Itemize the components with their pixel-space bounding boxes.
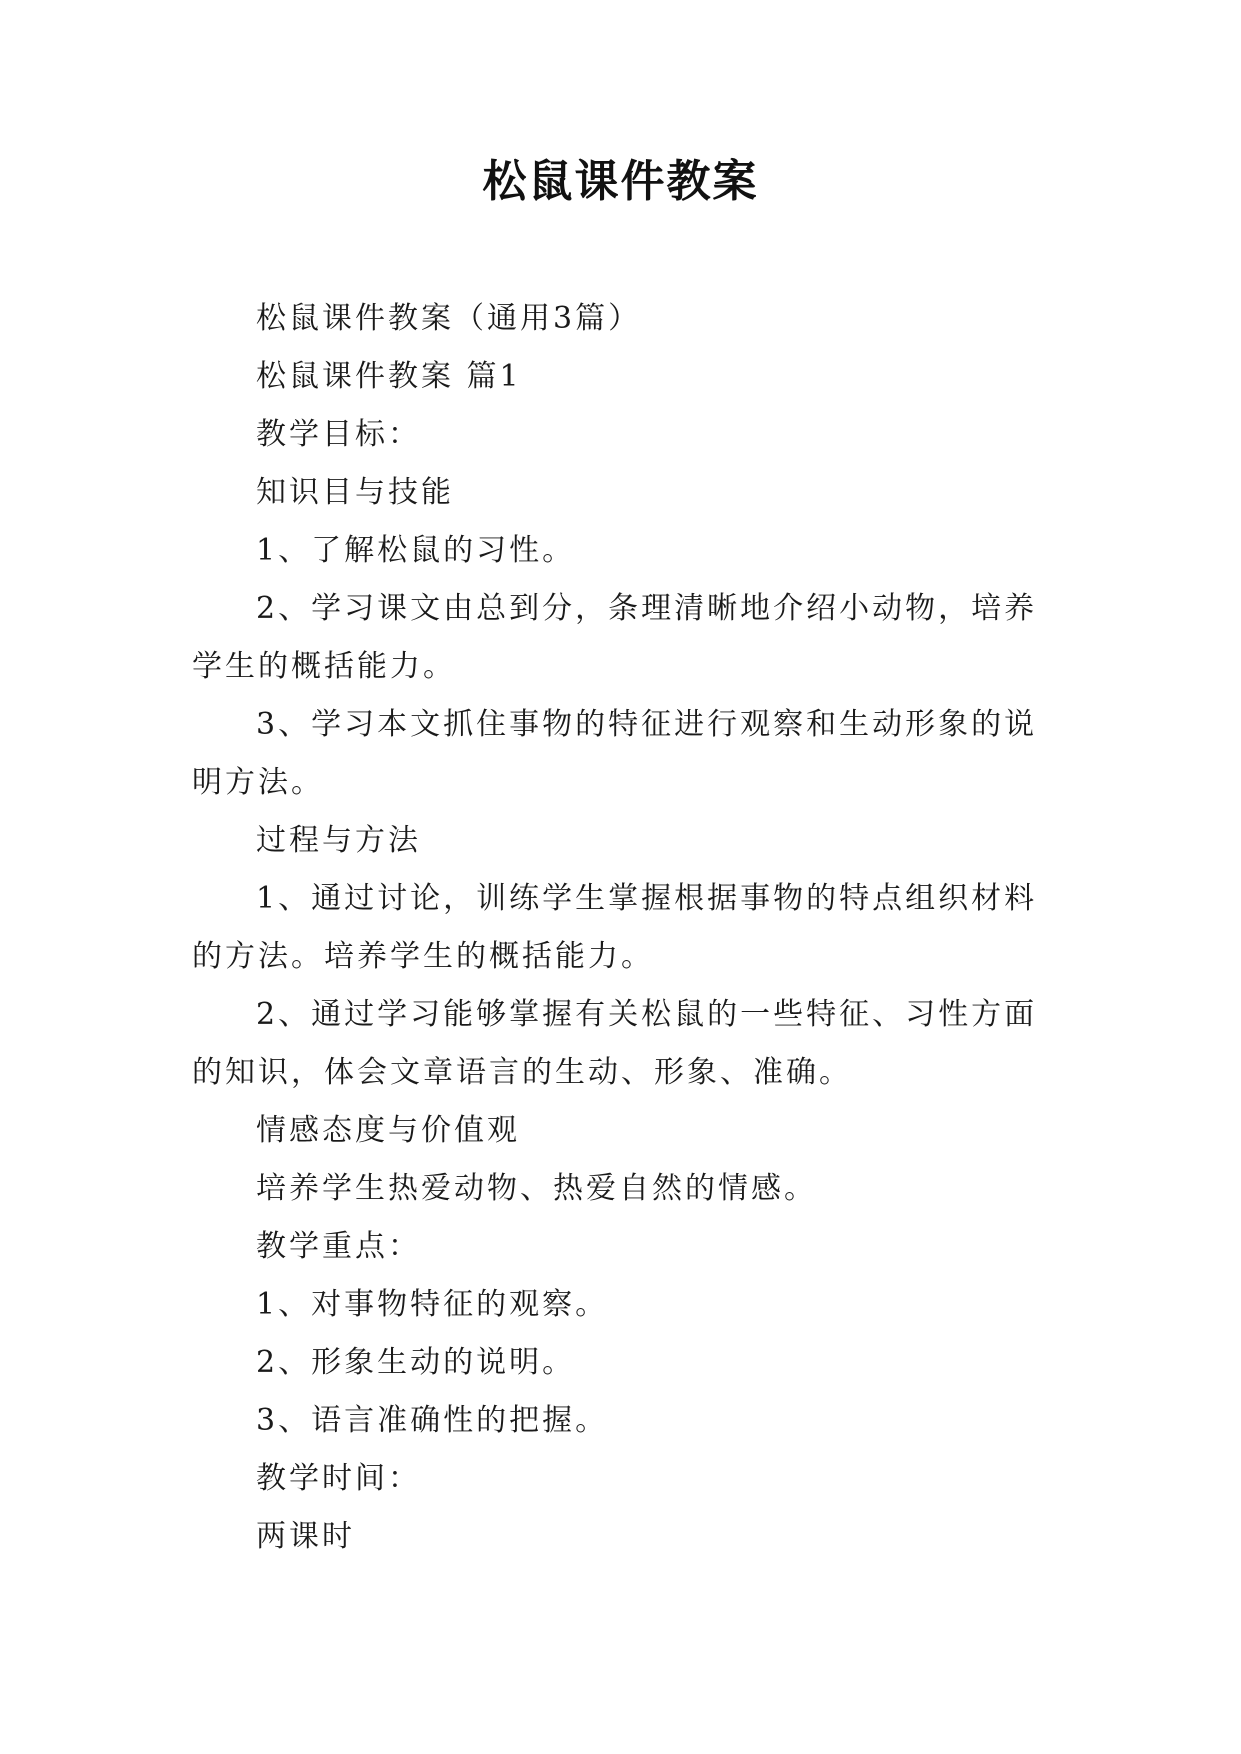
paragraph: 两课时 (256, 1519, 355, 1554)
list-item: 1、对事物特征的观察。 (256, 1287, 609, 1322)
paragraph: 教学目标： (256, 417, 421, 452)
list-item: 2、学习课文由总到分，条理清晰地介绍小动物，培养学生的概括能力。 (192, 591, 1038, 684)
paragraph: 松鼠课件教案（通用3篇） (256, 301, 642, 336)
paragraph: 教学时间： (256, 1461, 421, 1496)
paragraph: 培养学生热爱动物、热爱自然的情感。 (256, 1171, 817, 1206)
list-item: 3、语言准确性的把握。 (256, 1403, 609, 1438)
document-body (192, 290, 1054, 1566)
list-item: 1、了解松鼠的习性。 (256, 533, 576, 568)
paragraph: 知识目与技能 (256, 475, 454, 510)
paragraph: 教学重点： (256, 1229, 421, 1264)
list-item: 1、通过讨论，训练学生掌握根据事物的特点组织材料的方法。培养学生的概括能力。 (192, 881, 1038, 974)
document-title: 松鼠课件教案 (482, 156, 759, 207)
paragraph: 过程与方法 (256, 823, 421, 858)
list-item: 2、形象生动的说明。 (256, 1345, 576, 1380)
section-heading: 松鼠课件教案 篇1 (256, 359, 522, 394)
list-item: 2、通过学习能够掌握有关松鼠的一些特征、习性方面的知识，体会文章语言的生动、形象、准确。 (192, 997, 1038, 1090)
paragraph: 情感态度与价值观 (256, 1113, 520, 1148)
list-item: 3、学习本文抓住事物的特征进行观察和生动形象的说明方法。 (192, 707, 1038, 800)
